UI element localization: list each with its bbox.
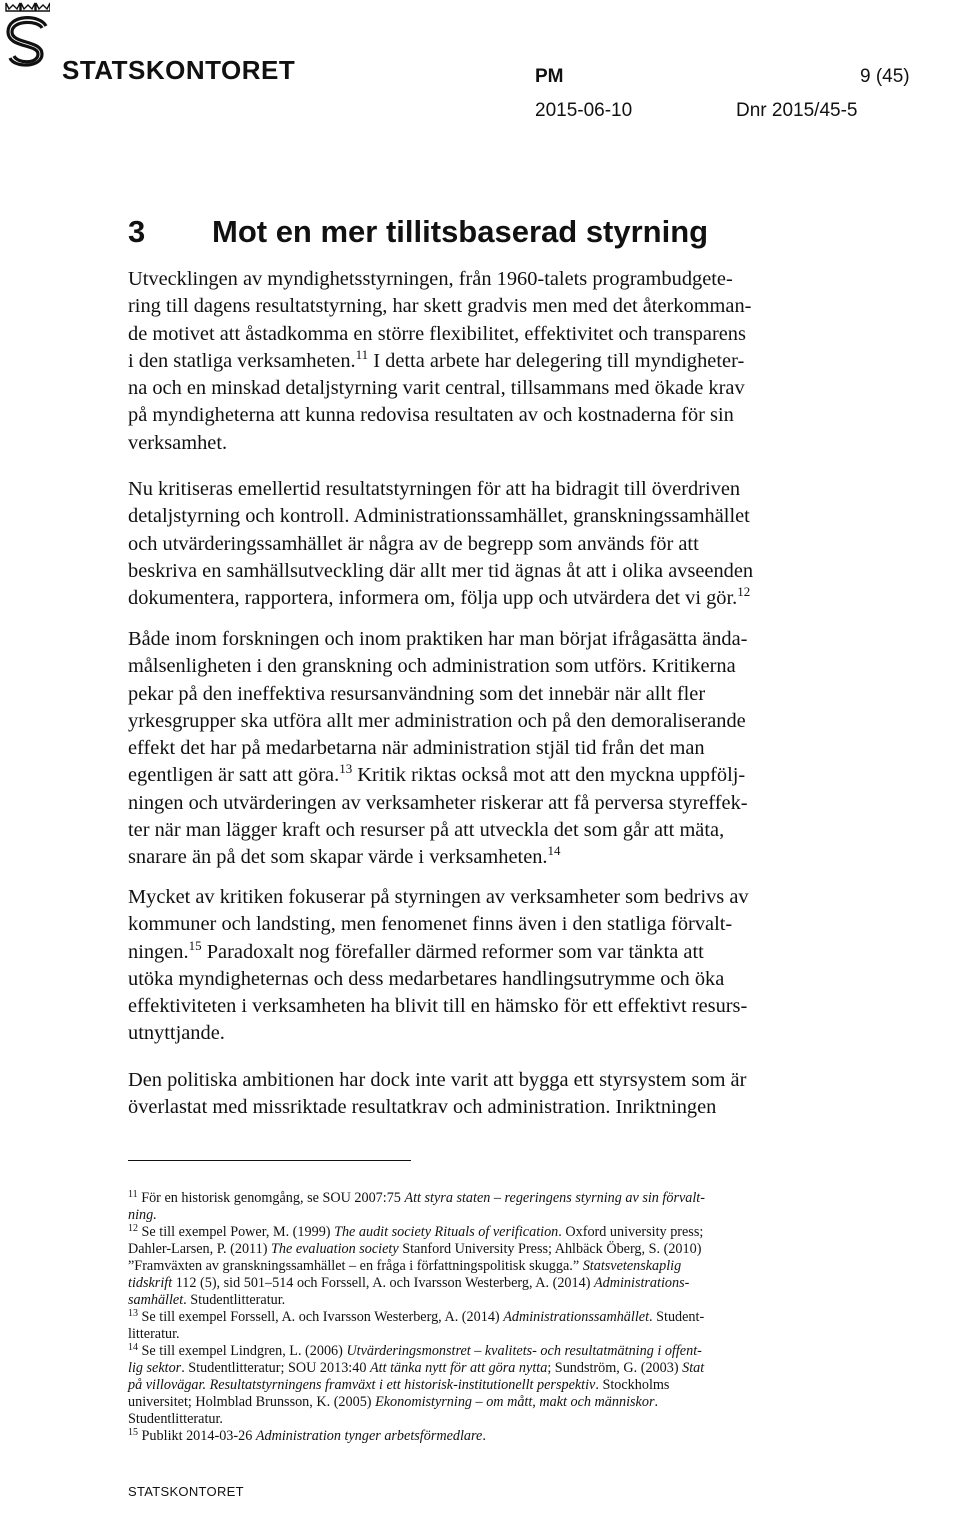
paragraph-line <box>128 626 848 653</box>
footnote-reference: 11 <box>355 346 369 362</box>
paragraph-line <box>128 939 848 966</box>
body-paragraph <box>128 266 848 457</box>
paragraph-line <box>128 348 848 375</box>
footnote-line <box>128 1224 848 1241</box>
footer-organization: STATSKONTORET <box>128 1484 244 1499</box>
paragraph-text: Den politiska ambitionen har dock inte varit att bygga ett styrsystem som är <box>128 1069 747 1091</box>
paragraph-line <box>128 844 848 871</box>
footnote-text: Studentlitteratur. <box>128 1411 223 1427</box>
paragraph-line <box>128 1094 848 1121</box>
paragraph-text: kommuner och landsting, men fenomenet finns även i den statliga förvalt- <box>128 913 733 936</box>
footnote-italic: Att tänka nytt för att göra nytta <box>369 1360 548 1376</box>
paragraph-line <box>128 585 848 612</box>
footnote-line <box>128 1360 848 1377</box>
footnote-reference: 13 <box>339 761 353 777</box>
footnote-reference: 12 <box>737 584 751 600</box>
body-paragraph <box>128 476 848 612</box>
paragraph-text: ring till dagens resultatstyrning, har skett gradvis men med det återkomman- <box>128 295 752 318</box>
document-reference: Dnr 2015/45-5 <box>736 100 858 121</box>
footnote-text: Se till exempel Forssell, A. och Ivarsson Westerberg, A. (2014) <box>138 1309 504 1325</box>
paragraph-text: Paradoxalt nog förefaller därmed reformer som var tänkta att <box>201 940 704 963</box>
footnote-text: Dahler-Larsen, P. (2011) <box>128 1241 271 1257</box>
footnote-italic: lig sektor <box>128 1360 182 1376</box>
paragraph-text: na och en minskad detaljstyrning varit central, tillsammans med ökade krav <box>128 377 745 400</box>
paragraph-line <box>128 653 848 680</box>
footnote-line <box>128 1428 848 1445</box>
paragraph-line <box>128 762 848 789</box>
paragraph-text: ningen. <box>128 940 189 963</box>
footnote-line <box>128 1275 848 1292</box>
footnote-text: ; Sundström, G. (2003) <box>547 1360 683 1376</box>
paragraph-line <box>128 790 848 817</box>
paragraph-text: de motivet att åstadkomma en större flexibilitet, effektivitet och transparens <box>128 322 746 345</box>
chapter-number: 3 <box>128 214 146 249</box>
footnote-line <box>128 1326 848 1343</box>
paragraph-text: utöka myndigheternas och dess medarbetares handlingsutrymme och öka <box>128 967 725 990</box>
footnote-text: Publikt 2014-03-26 <box>138 1428 256 1444</box>
footnote-line <box>128 1258 848 1275</box>
logo-wordmark: STATSKONTORET <box>62 55 296 85</box>
paragraph-line <box>128 266 848 293</box>
footnote-italic: Utvärderingsmonstret – kvalitets- och resultatmätning i offent- <box>346 1343 702 1359</box>
paragraph-line <box>128 1020 848 1047</box>
footnote-reference: 11 <box>128 1189 138 1200</box>
paragraph-line <box>128 1067 848 1094</box>
footnote-text: . Student- <box>649 1309 705 1325</box>
footnote-reference: 15 <box>128 1427 138 1438</box>
paragraph-text: effekt det har på medarbetarna när administration stjäl tid från det man <box>128 737 705 760</box>
footnote-text: 112 (5), sid 501–514 och Forssell, A. och Ivarsson Westerberg, A. (2014) <box>172 1275 594 1291</box>
footnote-italic: Administrations- <box>593 1275 690 1291</box>
paragraph-text: utnyttjande. <box>128 1022 225 1045</box>
footnotes <box>128 1190 848 1445</box>
footnote-italic: tidskrift <box>128 1275 173 1291</box>
footnote-italic: Att styra staten – regeringens styrning av sin förvalt- <box>404 1190 705 1206</box>
paragraph-text: målsenligheten i den granskning och administration som utförs. Kritikerna <box>128 655 736 678</box>
footnote-italic: på villovägar. Resultatstyrningens framväxt i ett historisk-institutionellt perspektiv <box>128 1377 596 1393</box>
footnote-italic: Administrationssamhället <box>503 1309 650 1325</box>
footnote-italic: Stat <box>682 1360 705 1376</box>
footnote-text: För en historisk genomgång, se SOU 2007:75 <box>137 1190 405 1206</box>
footnote-line <box>128 1394 848 1411</box>
paragraph-line <box>128 430 848 457</box>
paragraph-text: snarare än på det som skapar värde i verksamheten. <box>128 846 548 869</box>
paragraph-line <box>128 321 848 348</box>
footnote-reference: 14 <box>547 843 561 859</box>
footnote-text: Se till exempel Lindgren, L. (2006) <box>138 1343 347 1359</box>
logo-mark-icon <box>4 0 50 80</box>
footnote-line <box>128 1377 848 1394</box>
footnote-line <box>128 1411 848 1428</box>
page-number: 9 (45) <box>860 66 910 87</box>
paragraph-line <box>128 476 848 503</box>
paragraph-text: på myndigheterna att kunna redovisa resultaten av och kostnaderna för sin <box>128 404 734 427</box>
footnote-italic: Statsvetenskaplig <box>582 1258 682 1274</box>
footnote-line <box>128 1207 848 1224</box>
paragraph-text: ter när man lägger kraft och resurser på att utveckla det som går att mäta, <box>128 819 725 842</box>
footnote-italic: Ekonomistyrning – om mått, makt och människor <box>375 1394 655 1410</box>
footnote-text: Se till exempel Power, M. (1999) <box>138 1224 335 1240</box>
footnote-text: universitet; Holmblad Brunsson, K. (2005) <box>128 1394 376 1410</box>
footnote-reference: 15 <box>188 937 202 953</box>
footnote-italic: Administration tynger arbetsförmedlare <box>255 1428 483 1444</box>
paragraph-line <box>128 375 848 402</box>
body-paragraph <box>128 1067 848 1122</box>
footnote-line <box>128 1343 848 1360</box>
footnote-line <box>128 1292 848 1309</box>
paragraph-text: överlastat med missriktade resultatkrav och administration. Inriktningen <box>128 1096 717 1119</box>
footnote-text: litteratur. <box>128 1326 180 1342</box>
paragraph-text: Kritik riktas också mot att den myckna uppfölj- <box>352 764 746 787</box>
footnote-italic: ning. <box>128 1207 157 1223</box>
paragraph-text: och utvärderingssamhället är några av de begrepp som används för att <box>128 532 699 555</box>
document-date: 2015-06-10 <box>535 100 633 121</box>
paragraph-text: i den statliga verksamheten. <box>128 349 356 372</box>
paragraph-text: detaljstyrning och kontroll. Administrationssamhället, granskningssamhället <box>128 505 750 528</box>
paragraph-text: pekar på den ineffektiva resursanvändning som det innebär när allt fler <box>128 682 706 705</box>
paragraph-line <box>128 911 848 938</box>
paragraph-line <box>128 735 848 762</box>
footnote-text: . Studentlitteratur; SOU 2013:40 <box>181 1360 370 1376</box>
paragraph-line <box>128 708 848 735</box>
paragraph-text: ningen och utvärderingen av verksamheter riskerar att få perversa styreffek- <box>128 791 748 814</box>
paragraph-text: Både inom forskningen och inom praktiken har man börjat ifrågasätta ända- <box>128 628 748 650</box>
paragraph-text: yrkesgrupper ska utföra allt mer administration och på den demoraliserande <box>128 709 746 732</box>
paragraph-line <box>128 402 848 429</box>
paragraph-text: Utvecklingen av myndighetsstyrningen, från 1960-talets programbudgete- <box>128 268 733 290</box>
footnote-text: . <box>482 1428 486 1444</box>
paragraph-text: beskriva en samhällsutveckling där allt mer tid ägnas åt att i olika avseenden <box>128 559 754 582</box>
paragraph-line <box>128 817 848 844</box>
footnote-text: . Studentlitteratur. <box>183 1292 286 1308</box>
footnote-text: . Oxford university press; <box>558 1224 704 1240</box>
paragraph-line <box>128 531 848 558</box>
paragraph-line <box>128 993 848 1020</box>
body-paragraph <box>128 884 848 1048</box>
chapter-title: Mot en mer tillitsbaserad styrning <box>212 214 709 249</box>
footnote-text: . <box>654 1394 659 1410</box>
footnote-line <box>128 1241 848 1258</box>
paragraph-text: egentligen är satt att göra. <box>128 764 340 787</box>
paragraph-text: effektiviteten i verksamheten ha blivit till en hämsko för ett effektivt resurs- <box>128 995 748 1018</box>
footnote-reference: 12 <box>128 1223 138 1234</box>
body-paragraph <box>128 626 848 872</box>
footnote-line <box>128 1309 848 1326</box>
footnote-reference: 14 <box>128 1342 138 1353</box>
footnote-divider <box>128 1160 411 1161</box>
paragraph-line <box>128 884 848 911</box>
document-type: PM <box>535 66 564 87</box>
paragraph-line <box>128 503 848 530</box>
paragraph-text: Mycket av kritiken fokuserar på styrningen av verksamheter som bedrivs av <box>128 886 749 908</box>
paragraph-text: I detta arbete har delegering till myndigheter- <box>368 349 745 372</box>
paragraph-line <box>128 558 848 585</box>
footnote-reference: 13 <box>128 1308 138 1319</box>
footnote-text: Stanford University Press; Ahlbäck Öberg, S. (2010) <box>398 1241 702 1257</box>
footnote-text: . Stockholms <box>595 1377 670 1393</box>
paragraph-line <box>128 293 848 320</box>
footnote-text: ”Framväxten av granskningssamhället – en fråga i författningspolitisk skugga.” <box>128 1258 583 1274</box>
paragraph-line <box>128 966 848 993</box>
footnote-italic: The evaluation society <box>271 1241 399 1257</box>
paragraph-line <box>128 681 848 708</box>
paragraph-text: dokumentera, rapportera, informera om, följa upp och utvärdera det vi gör. <box>128 587 738 610</box>
footnote-italic: samhället <box>128 1292 184 1308</box>
paragraph-text: Nu kritiseras emellertid resultatstyrningen för att ha bidragit till överdriven <box>128 478 741 500</box>
paragraph-text: verksamhet. <box>128 431 228 454</box>
footnote-italic: The audit society Rituals of verification <box>334 1224 559 1240</box>
footnote-line <box>128 1190 848 1207</box>
chapter-heading <box>128 214 708 250</box>
